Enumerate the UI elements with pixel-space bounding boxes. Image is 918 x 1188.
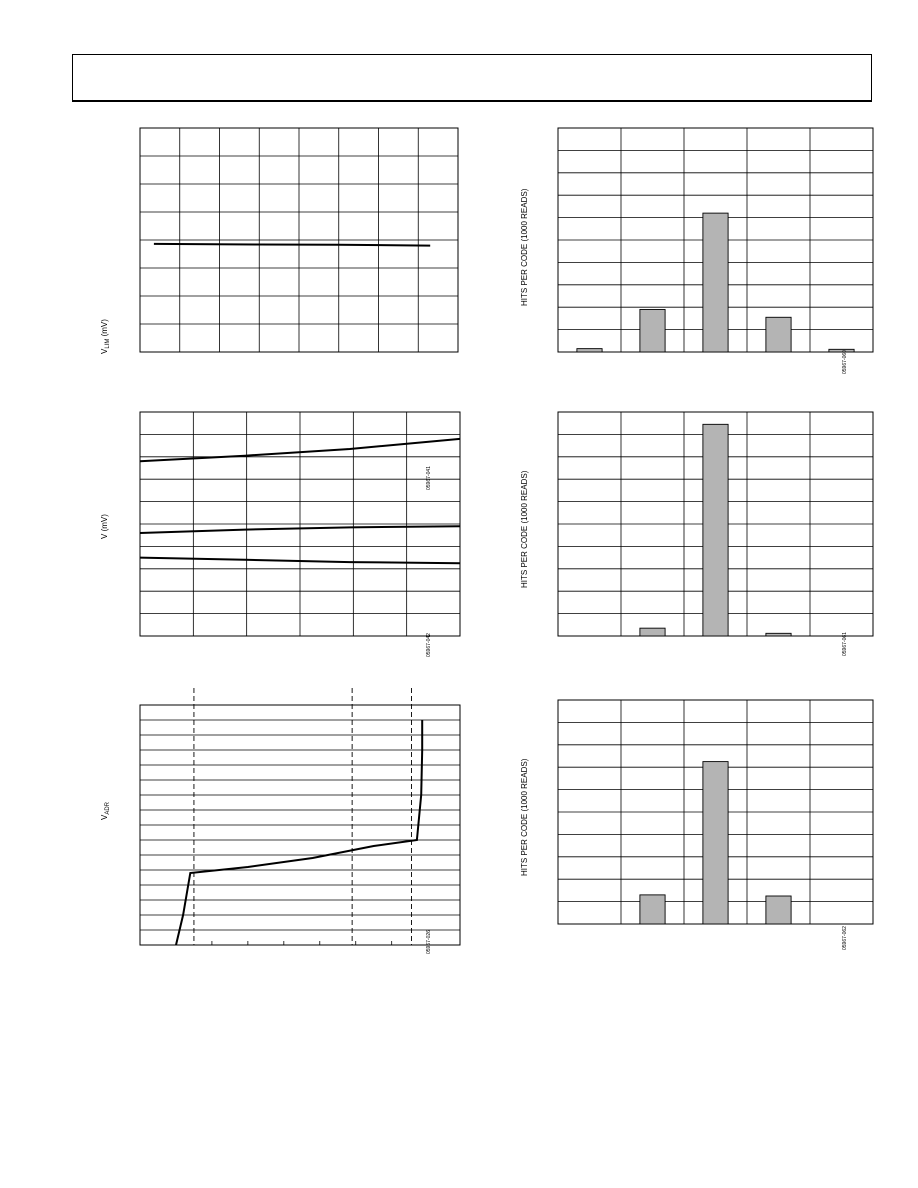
chart-histogram-1-bars — [577, 213, 854, 352]
chart-v-grid — [140, 412, 460, 636]
chart-vlim-grid — [140, 128, 458, 352]
chart-histogram-3 — [510, 690, 860, 960]
histogram-bar — [640, 309, 665, 352]
chart-v-ylabel: V (mV) — [100, 514, 109, 539]
chart-vadr-grid — [140, 688, 460, 945]
chart-vlim — [88, 118, 438, 490]
histogram-bar — [766, 896, 791, 924]
chart-vadr-figure-id: 05967-026 — [426, 930, 432, 954]
chart-histogram-3-ylabel: HITS PER CODE (1000 READS) — [520, 758, 529, 876]
chart-vadr — [88, 680, 438, 960]
histogram-bar — [640, 628, 665, 636]
chart-vadr-series — [176, 720, 422, 945]
chart-v-figure-id: 05967-042 — [426, 633, 432, 657]
chart-histogram-2-bars — [640, 424, 791, 636]
histogram-bar — [703, 424, 728, 636]
histogram-bar — [703, 762, 728, 924]
chart-histogram-2-ylabel: HITS PER CODE (1000 READS) — [520, 470, 529, 588]
page-header-box — [72, 54, 872, 102]
chart-vlim-figure-id: 05967-041 — [426, 466, 432, 490]
chart-histogram-1 — [510, 118, 860, 378]
chart-histogram-2 — [510, 402, 860, 662]
histogram-bar — [766, 633, 791, 636]
chart-histogram-3-figure-id: 05967-062 — [842, 926, 848, 950]
histogram-bar — [640, 895, 665, 924]
series-line — [176, 720, 422, 945]
chart-v — [88, 402, 438, 662]
series-line — [154, 244, 430, 246]
chart-histogram-2-figure-id: 05967-061 — [842, 632, 848, 656]
chart-vlim-series — [154, 244, 430, 246]
chart-histogram-1-ylabel: HITS PER CODE (1000 READS) — [520, 188, 529, 306]
chart-vadr-ylabel: $V_{ADR}$ — [100, 801, 111, 820]
histogram-bar — [766, 317, 791, 352]
histogram-bar — [703, 213, 728, 352]
chart-histogram-3-bars — [640, 762, 791, 924]
chart-vlim-ylabel: $V_{LIM}$ (mV) — [100, 319, 111, 354]
chart-histogram-1-figure-id: 05967-060 — [842, 350, 848, 374]
histogram-bar — [577, 349, 602, 352]
